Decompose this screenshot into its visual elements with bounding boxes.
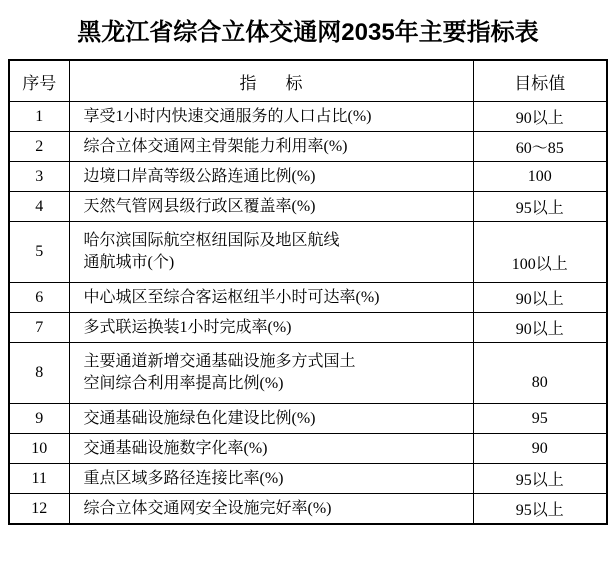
row-indicator xyxy=(69,494,473,525)
indicators-table xyxy=(8,59,608,525)
table-row xyxy=(9,192,607,222)
row-indicator-line: 多式联运换装1小时完成率(%) xyxy=(83,318,292,336)
table-row xyxy=(9,313,607,343)
row-target-value-text: 90以上 xyxy=(515,291,564,308)
row-indicator xyxy=(69,404,473,434)
row-indicator xyxy=(69,222,473,283)
row-indicator xyxy=(69,132,473,162)
row-indicator xyxy=(69,162,473,192)
row-indicator xyxy=(69,343,473,404)
table-row xyxy=(9,102,607,132)
table-header-row xyxy=(9,60,607,102)
row-target-value xyxy=(473,404,607,434)
row-indicator-line: 重点区域多路径连接比率(%) xyxy=(83,469,284,487)
row-target-value xyxy=(473,283,607,313)
table-body xyxy=(9,102,607,525)
row-indicator-line: 边境口岸高等级公路连通比例(%) xyxy=(83,167,316,185)
table-row xyxy=(9,283,607,313)
table-row xyxy=(9,494,607,525)
table-header xyxy=(9,60,607,102)
row-number: 12 xyxy=(9,494,69,525)
row-target-value xyxy=(473,434,607,464)
row-number: 1 xyxy=(9,102,69,132)
table-row xyxy=(9,343,607,404)
row-indicator-line: 主要通道新增交通基础设施多方式国土 xyxy=(83,353,356,371)
row-number: 11 xyxy=(9,464,69,494)
row-target-value xyxy=(473,464,607,494)
table-row xyxy=(9,434,607,464)
row-target-value-text: 60～85 xyxy=(515,140,564,157)
row-number: 4 xyxy=(9,192,69,222)
page-title: 黑龙江省综合立体交通网2035年主要指标表 xyxy=(77,19,539,46)
column-header-target: 目标值 xyxy=(473,60,607,102)
row-indicator xyxy=(69,283,473,313)
row-indicator-line: 享受1小时内快速交通服务的人口占比(%) xyxy=(83,107,372,125)
row-number: 3 xyxy=(9,162,69,192)
row-target-value-text: 80 xyxy=(531,374,548,391)
row-number: 2 xyxy=(9,132,69,162)
row-target-value xyxy=(473,192,607,222)
column-header-no: 序号 xyxy=(9,60,69,102)
row-indicator-line: 空间综合利用率提高比例(%) xyxy=(83,375,284,392)
row-target-value xyxy=(473,102,607,132)
row-target-value-text: 95以上 xyxy=(515,502,564,519)
row-target-value-text: 90 xyxy=(531,439,548,457)
row-target-value xyxy=(473,222,607,283)
table-row xyxy=(9,132,607,162)
row-indicator xyxy=(69,313,473,343)
row-number: 7 xyxy=(9,313,69,343)
row-number: 9 xyxy=(9,404,69,434)
row-target-value xyxy=(473,494,607,525)
table-container xyxy=(0,59,616,525)
row-target-value-text: 95以上 xyxy=(515,472,564,489)
row-target-value-text: 100以上 xyxy=(511,255,568,273)
row-indicator-line: 中心城区至综合客运枢纽半小时可达率(%) xyxy=(83,288,380,306)
row-number: 8 xyxy=(9,343,69,404)
row-number: 5 xyxy=(9,222,69,283)
row-indicator-line: 综合立体交通网主骨架能力利用率(%) xyxy=(83,137,348,155)
row-target-value-text: 95以上 xyxy=(515,200,564,217)
row-indicator xyxy=(69,192,473,222)
row-target-value xyxy=(473,162,607,192)
row-target-value-text: 95 xyxy=(531,409,548,427)
table-row xyxy=(9,162,607,192)
row-indicator-line: 哈尔滨国际航空枢纽国际及地区航线 xyxy=(83,232,340,250)
row-target-value xyxy=(473,313,607,343)
row-number: 6 xyxy=(9,283,69,313)
table-row xyxy=(9,464,607,494)
row-indicator xyxy=(69,434,473,464)
row-target-value-text: 90以上 xyxy=(515,110,564,127)
row-indicator-line: 交通基础设施数字化率(%) xyxy=(83,439,268,457)
row-indicator xyxy=(69,102,473,132)
table-row xyxy=(9,404,607,434)
row-indicator xyxy=(69,464,473,494)
row-indicator-line: 综合立体交通网安全设施完好率(%) xyxy=(83,499,332,517)
row-target-value xyxy=(473,132,607,162)
column-header-indicator: 指 标 xyxy=(69,60,473,102)
table-row xyxy=(9,222,607,283)
row-target-value-text: 100 xyxy=(527,167,552,185)
row-indicator-line: 天然气管网县级行政区覆盖率(%) xyxy=(83,197,316,215)
row-number: 10 xyxy=(9,434,69,464)
row-indicator-line: 交通基础设施绿色化建设比例(%) xyxy=(83,409,316,427)
row-target-value xyxy=(473,343,607,404)
row-target-value-text: 90以上 xyxy=(515,321,564,338)
row-indicator-line: 通航城市(个) xyxy=(83,254,175,271)
